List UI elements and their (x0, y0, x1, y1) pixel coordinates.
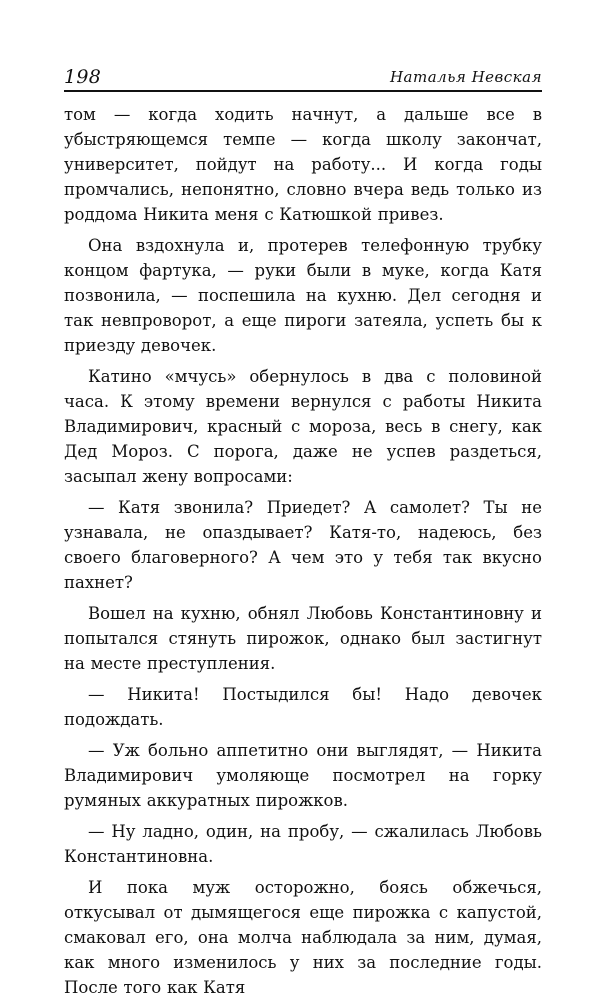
paragraph: Катино «мчусь» обернулось в два с половиной часа. К этому времени вернулся с работы Никита Владимирович, красный с мороза, весь в снегу, как Дед Мороз. С порога, даже не успев раздеться, засыпал жену вопросами: (64, 367, 542, 486)
header-rule (64, 90, 542, 92)
page-header (64, 64, 542, 90)
dialogue-paragraph: — Уж больно аппетитно они выглядят, — Никита Владимирович умоляюще посмотрел на горку румяных аккуратных пирожков. (64, 741, 542, 810)
paragraph: И пока муж осторожно, боясь обжечься, откусывал от дымящегося еще пирожка с капустой, смаковал его, она молча наблюдала за ним, думая, как много изменилось у них за последние годы. После того как Катя (64, 878, 542, 997)
dialogue-paragraph: — Никита! Постыдился бы! Надо девочек подождать. (64, 685, 542, 729)
dialogue-paragraph: — Катя звонила? Приедет? А самолет? Ты не узнавала, не опаздывает? Катя-то, надеюсь, без своего благоверного? А чем это у тебя так вкусно пахнет? (64, 498, 542, 592)
page-number: 198 (64, 66, 102, 88)
paragraph: Она вздохнула и, протерев телефонную трубку концом фартука, — руки были в муке, когда Катя позвонила, — поспешила на кухню. Дел сегодня и так невпроворот, а еще пироги затеяла, успеть бы к приезду девочек. (64, 236, 542, 355)
running-title-author: Наталья Невская (389, 68, 542, 86)
paragraph: Вошел на кухню, обнял Любовь Константиновну и попытался стянуть пирожок, однако был застигнут на месте преступления. (64, 604, 542, 673)
paragraph-continuation: том — когда ходить начнут, а дальше все в убыстряющемся темпе — когда школу закончат, университет, пойдут на работу... И когда годы промчались, непонятно, словно вчера ведь только из роддома Никита меня с Катюшкой привез. (64, 105, 542, 224)
book-page (64, 64, 542, 1006)
dialogue-paragraph: — Ну ладно, один, на пробу, — сжалилась Любовь Константиновна. (64, 822, 542, 866)
body-text (64, 102, 542, 1000)
